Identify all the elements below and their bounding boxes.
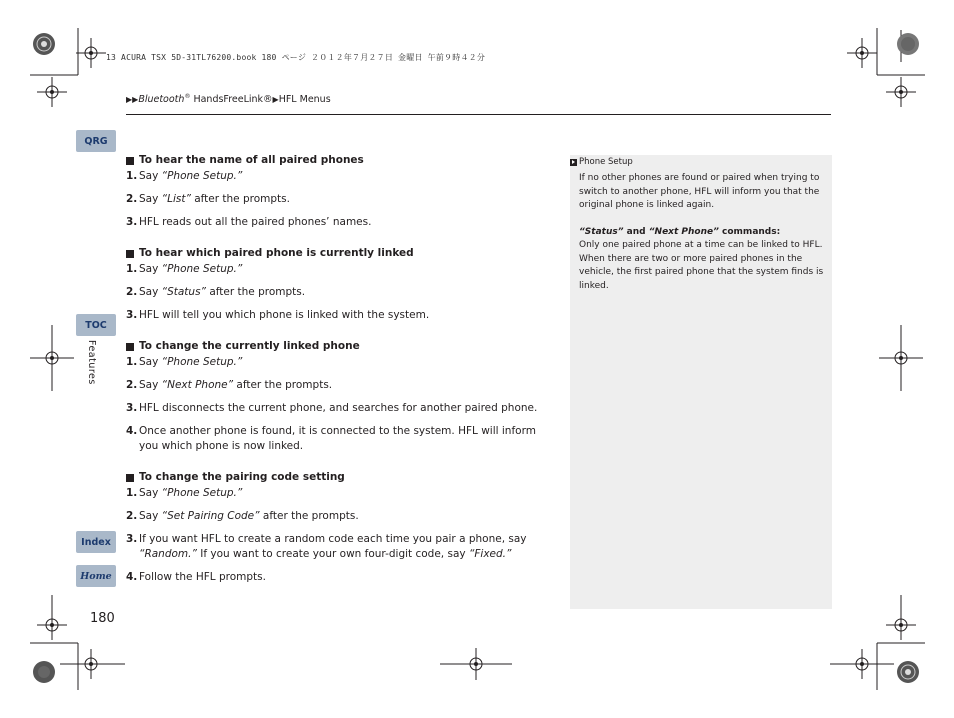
section-label: Features xyxy=(86,340,97,385)
breadcrumb-arrow-icon: ▶▶ xyxy=(126,95,139,105)
main-content xyxy=(126,153,556,593)
section-heading: To change the pairing code setting xyxy=(126,470,556,485)
step: 4. Follow the HFL prompts. xyxy=(126,571,266,583)
qrg-tab[interactable]: QRG xyxy=(76,130,116,152)
step: 4. Once another phone is found, it is connected to the system. HFL will inform you which phone is now linked. xyxy=(126,425,536,452)
toc-tab[interactable]: TOC xyxy=(76,314,116,336)
breadcrumb-handsfreelink[interactable]: HandsFreeLink® xyxy=(190,94,273,106)
section-change-linked xyxy=(126,339,556,454)
breadcrumb-bluetooth[interactable]: Bluetooth xyxy=(138,94,185,106)
sidebar-note xyxy=(570,155,832,609)
sidebar-note-para1: If no other phones are found or paired when trying to switch to another phone, HFL will inform you that the original phone is linked again. xyxy=(579,173,820,210)
bullet-square-icon xyxy=(126,343,134,351)
step: 2. Say “Set Pairing Code” after the prompts. xyxy=(126,510,359,522)
breadcrumb-arrow-icon: ▶ xyxy=(272,95,279,105)
step: 2. Say “List” after the prompts. xyxy=(126,193,290,205)
sidebar-note-title: Phone Setup xyxy=(570,156,816,170)
bullet-square-icon xyxy=(126,474,134,482)
step: 3. HFL reads out all the paired phones’ names. xyxy=(126,216,372,228)
note-marker-icon xyxy=(570,159,577,166)
step: 1. Say “Phone Setup.” xyxy=(126,487,243,499)
breadcrumb-hfl-menus[interactable]: HFL Menus xyxy=(278,94,331,106)
bullet-square-icon xyxy=(126,250,134,258)
step: 1. Say “Phone Setup.” xyxy=(126,263,243,275)
file-meta: 13 ACURA TSX 5D-31TL76200.book 180 ページ ２０１２年７月２７日 金曜日 午前９時４２分 xyxy=(106,53,486,62)
section-all-paired xyxy=(126,153,556,230)
step: 3. HFL disconnects the current phone, and searches for another paired phone. xyxy=(126,402,538,414)
step: 3. If you want HFL to create a random code each time you pair a phone, say “Random.” If you want to create your own four-digit code, say “Fixed.” xyxy=(126,533,527,560)
header-rule xyxy=(126,114,831,115)
section-currently-linked xyxy=(126,246,556,323)
section-heading: To change the currently linked phone xyxy=(126,339,556,354)
bullet-square-icon xyxy=(126,157,134,165)
home-tab[interactable]: Home xyxy=(76,565,116,587)
step: 1. Say “Phone Setup.” xyxy=(126,356,243,368)
index-tab[interactable]: Index xyxy=(76,531,116,553)
section-heading: To hear which paired phone is currently linked xyxy=(126,246,556,261)
breadcrumb: ▶▶Bluetooth® HandsFreeLink®▶HFL Menus xyxy=(126,93,331,106)
section-pairing-code xyxy=(126,470,556,585)
page-number: 180 xyxy=(90,611,115,626)
section-heading: To hear the name of all paired phones xyxy=(126,153,556,168)
step: 3. HFL will tell you which phone is linked with the system. xyxy=(126,309,430,321)
step: 2. Say “Status” after the prompts. xyxy=(126,286,306,298)
sidebar-note-commands: “Status” and “Next Phone” commands: xyxy=(579,226,781,237)
step: 2. Say “Next Phone” after the prompts. xyxy=(126,379,333,391)
step: 1. Say “Phone Setup.” xyxy=(126,170,243,182)
sidebar-note-para2: Only one paired phone at a time can be linked to HFL. When there are two or more paired phones in the vehicle, the first paired phone that the system finds is linked. xyxy=(579,240,824,291)
